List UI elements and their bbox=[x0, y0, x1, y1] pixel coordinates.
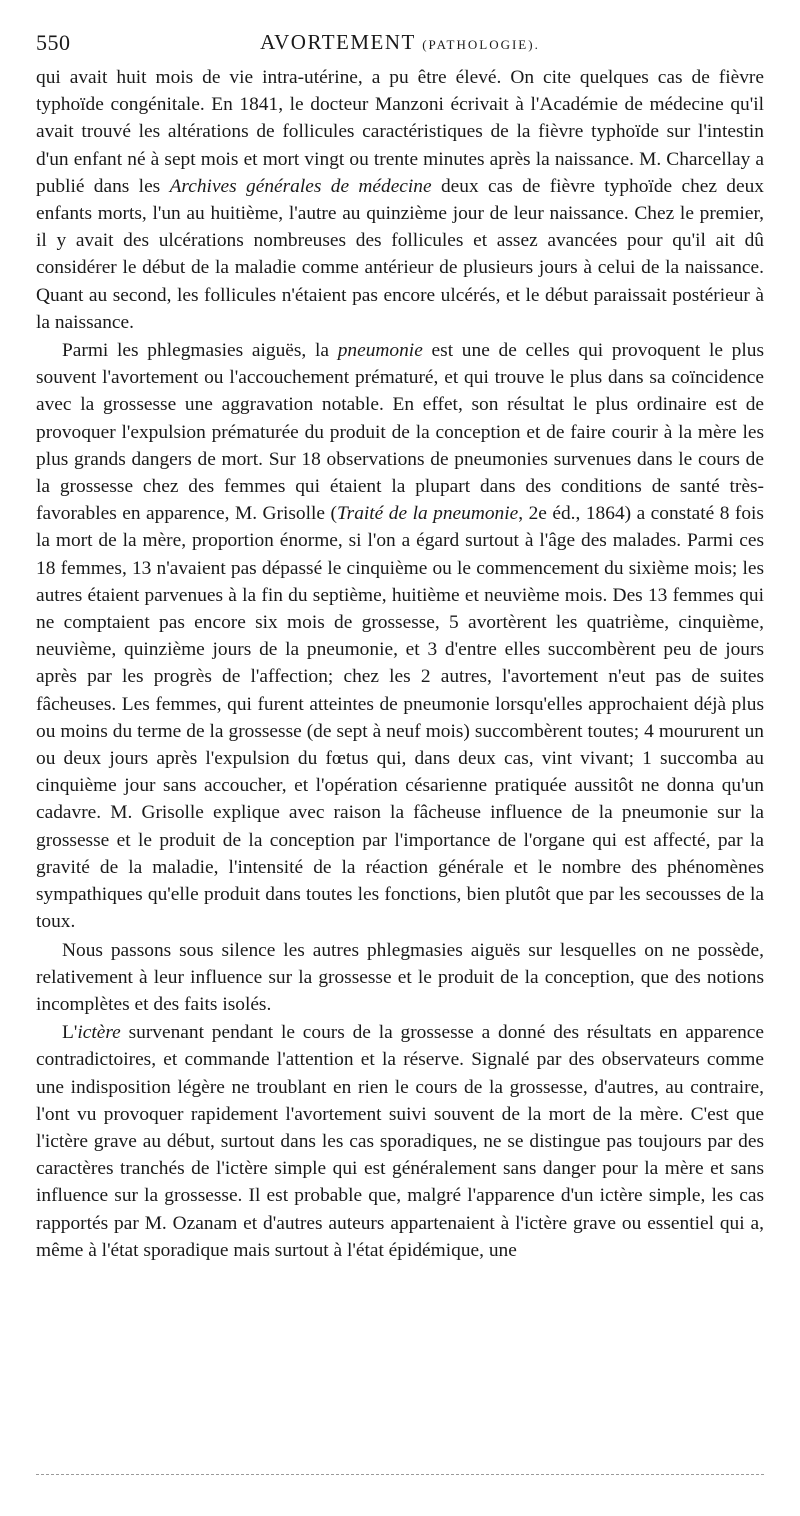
running-header bbox=[36, 30, 764, 60]
text-run: Parmi les phlegmasies aiguës, la bbox=[62, 340, 338, 362]
text-run: survenant pendant le cours de la grossesse a donné des résultats en apparence contradictoires, et commande l'attention et la réserve. Signalé par des observateurs comme une indisposition légère ne troublant en rien le cours de la grossesse, d'autres, au contraire, l'ont vu provoquer rapidement l'avortement suivi souvent de la mort de la mère. C'est que l'ictère grave au début, surtout dans les cas sporadiques, ne se distingue pas toujours par des caractères tranchés de l'ictère simple qui est généralement sans danger pour la mère et sans influence sur la grossesse. Il est probable que, malgré l'apparence d'un ictère simple, les cas rapportés par M. Ozanam et d'autres auteurs appartenaient à l'ictère grave ou essentiel qui a, même à l'état sporadique mais surtout à l'état épidémique, une bbox=[36, 1022, 764, 1261]
italic-text: Archives générales de médecine bbox=[169, 175, 432, 197]
text-run: qui avait huit mois de vie intra-utérine, a pu être élevé. On cite quelques cas de fièvre typhoïde congénitale. En 1841, le docteur Manzoni écrivait à l'Académie de médecine qu'il avait trouvé les altérations de follicules caractéristiques de la fièvre typhoïde sur l'intestin d'un enfant né à sept mois et mort vingt ou trente minutes après la naissance. M. Charcellay a publié dans les bbox=[36, 67, 764, 197]
text-run: , 2e éd., 1864) a constaté 8 fois la mort de la mère, proportion énorme, si l'on a égard surtout à l'âge des malades. Parmi ces 18 femmes, 13 n'avaient pas dépassé le cinquième ou le commencement du sixième mois; les autres étaient parvenues à la fin du septième, huitième et neuvième mois. Des 13 femmes qui ne comptaient pas encore six mois de grossesse, 5 avortèrent les quatrième, cinquième, neuvième, quinzième jours de la pneumonie, et 3 d'entre elles succombèrent peu de jours après par les progrès de l'affection; chez les 2 autres, l'avortement n'eut pas de suites fâcheuses. Les femmes, qui furent atteintes de pneumonie lorsqu'elles approchaient déjà plus ou moins du terme de la grossesse (de sept à neuf mois) succombèrent toutes; 4 moururent un ou deux jours après l'expulsion du fœtus qui, dans deux cas, vint vivant; 1 succomba au cinquième jour sans accoucher, et l'opération césarienne pratiquée aussitôt ne donna qu'un cadavre. M. Grisolle explique avec raison la fâcheuse influence de la pneumonie sur la grossesse et le produit de la conception par l'importance de l'organe qui est affecté, par la gravité de la maladie, l'intensité de la réaction générale et le nombre des phénomènes sympathiques qu'elle produit dans toutes les fonctions, bien plutôt que par les secousses de la toux. bbox=[36, 503, 764, 933]
paragraph bbox=[36, 1019, 764, 1264]
text-run: est une de celles qui provoquent le plus souvent l'avortement ou l'accouchement prématuré, et qui trouve le plus dans sa coïncidence avec la grossesse une aggravation notable. En effet, son résultat le plus ordinaire est de provoquer l'expulsion prématurée du produit de la conception et de faire courir à la mère les plus grands dangers de mort. Sur 18 observations de pneumonies survenues dans le cours de la grossesse chez des femmes qui étaient la plupart dans des conditions de santé très-favorables en apparence, M. Grisolle ( bbox=[36, 340, 764, 525]
paragraph bbox=[36, 937, 764, 1019]
running-title-subtitle: (PATHOLOGIE). bbox=[422, 37, 540, 52]
bottom-rule bbox=[36, 1474, 764, 1475]
italic-text: ictère bbox=[77, 1022, 121, 1044]
paragraph bbox=[36, 64, 764, 336]
running-title bbox=[36, 30, 764, 55]
paragraph bbox=[36, 337, 764, 935]
text-run: L' bbox=[62, 1022, 78, 1044]
running-title-main: AVORTEMENT bbox=[260, 30, 416, 54]
page-number: 550 bbox=[36, 30, 71, 55]
italic-text: pneumonie bbox=[337, 340, 423, 362]
body-text bbox=[36, 64, 764, 1265]
text-run: Nous passons sous silence les autres phlegmasies aiguës sur lesquelles on ne possède, relativement à leur influence sur la grossesse et le produit de la conception, que des notions incomplètes et des faits isolés. bbox=[36, 939, 764, 1015]
italic-text: Traité de la pneumonie bbox=[336, 503, 519, 525]
text-run: deux cas de fièvre typhoïde chez deux enfants morts, l'un au huitième, l'autre au quinzième jour de leur naissance. Chez le premier, il y avait des ulcérations nombreuses des follicules et assez avancées pour qu'il ait dû considérer le début de la maladie comme antérieur de plusieurs jours à celui de la naissance. Quant au second, les follicules n'étaient pas encore ulcérés, et le début paraissait postérieur à la naissance. bbox=[36, 175, 765, 333]
